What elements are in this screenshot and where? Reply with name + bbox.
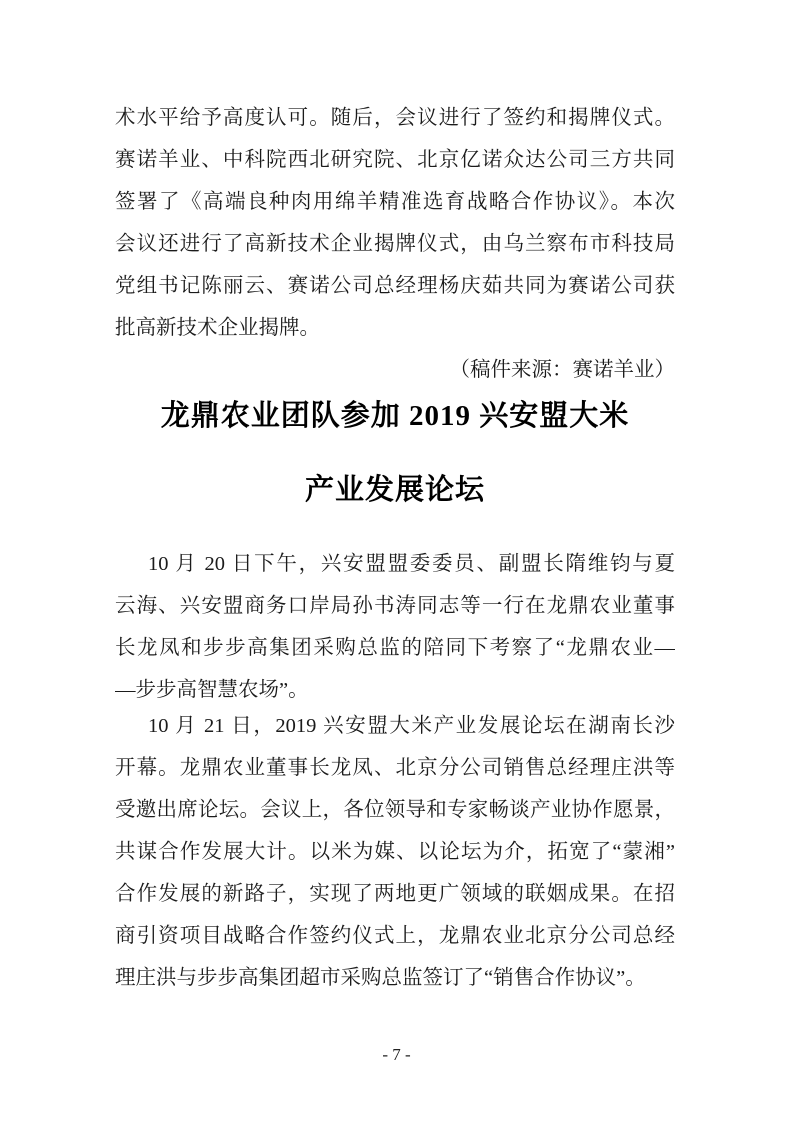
body-line: 受邀出席论坛。会议上，各位领导和专家畅谈产业协作愿景， (115, 799, 675, 821)
previous-article-continuation-paragraph (115, 97, 675, 349)
body-line: 理庄洪与步步高集团超市采购总监签订了“销售合作协议”。 (115, 967, 646, 989)
body-line: 签署了《高端良种肉用绵羊精准选育战略合作协议》。本次 (115, 191, 675, 213)
paragraph-farm-visit (115, 543, 675, 711)
body-line: 长龙凤和步步高集团采购总监的陪同下考察了“龙鼎农业— (115, 637, 675, 659)
article-title-line-2: 产业发展论坛 (304, 474, 485, 506)
article-title-line-1: 龙鼎农业团队参加 2019 兴安盟大米 (160, 400, 630, 432)
body-line: 10 月 20 日下午，兴安盟盟委委员、副盟长隋维钧与夏 (148, 553, 675, 575)
page-number: - 7 - (382, 1045, 411, 1064)
body-line: 赛诺羊业、中科院西北研究院、北京亿诺众达公司三方共同 (115, 149, 675, 171)
source-attribution (115, 349, 675, 391)
body-line: 开幕。龙鼎农业董事长龙凤、北京分公司销售总经理庄洪等 (115, 757, 675, 779)
body-line: 商引资项目战略合作签约仪式上，龙鼎农业北京分公司总经 (115, 925, 675, 947)
body-line: 党组书记陈丽云、赛诺公司总经理杨庆茹共同为赛诺公司获 (115, 275, 675, 297)
body-line: 云海、兴安盟商务口岸局孙书涛同志等一行在龙鼎农业董事 (115, 595, 675, 617)
body-line: 术水平给予高度认可。随后，会议进行了签约和揭牌仪式。 (115, 107, 675, 129)
body-line: 批高新技术企业揭牌。 (115, 317, 320, 339)
body-line: 合作发展的新路子，实现了两地更广领域的联姻成果。在招 (115, 883, 675, 905)
paragraph-forum-opening (115, 705, 675, 999)
body-line: —步步高智慧农场”。 (115, 679, 309, 701)
source-attribution-text: （稿件来源：赛诺羊业） (449, 359, 675, 381)
body-line: 共谋合作发展大计。以米为媒、以论坛为介，拓宽了“蒙湘” (115, 841, 675, 863)
body-line: 会议还进行了高新技术企业揭牌仪式，由乌兰察布市科技局 (115, 233, 675, 255)
body-line: 10 月 21 日，2019 兴安盟大米产业发展论坛在湖南长沙 (148, 715, 675, 737)
